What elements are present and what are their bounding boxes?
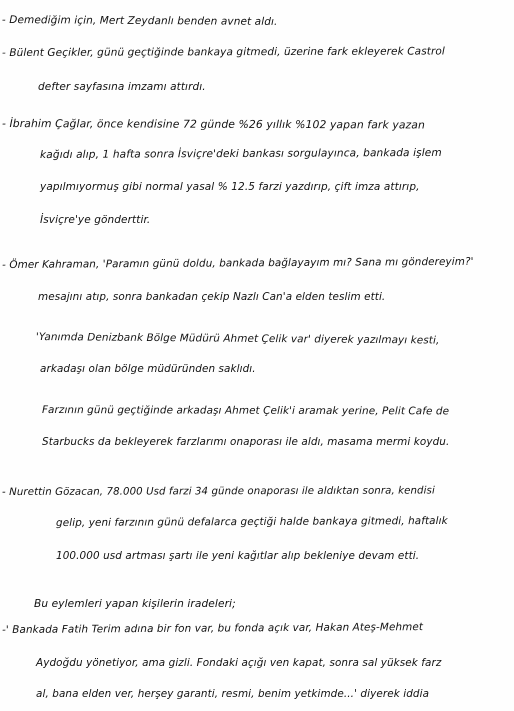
text-line: -' Bankada Fatih Terim adına bir fon var, bu fonda açık var, Hakan Ateş-Mehmet [2, 621, 424, 636]
text-line: Bu eylemleri yapan kişilerin iradeleri; [34, 598, 236, 610]
text-line: kağıdı alıp, 1 hafta sonra İsviçre'deki bankası sorgulayınca, bankada işlem [40, 146, 442, 161]
text-line: yapılmıyormuş gibi normal yasal % 12.5 farzi yazdırıp, çift imza attırıp, [40, 181, 420, 193]
text-line: mesajını atıp, sonra bankadan çekip Nazlı Can'a elden teslim etti. [38, 291, 386, 303]
text-line: al, bana elden ver, herşey garanti, resmi, benim yetkimde...' diyerek iddia [36, 688, 430, 700]
text-line: 100.000 usd artması şartı ile yeni kağıtlar alıp bekleniye devam etti. [56, 550, 420, 562]
text-line: arkadaşı olan bölge müdüründen saklıdı. [40, 363, 256, 375]
text-line: gelip, yeni farzının günü defalarca geçtiği halde bankaya gitmedi, haftalık [56, 514, 448, 529]
text-line: defter sayfasına imzamı attırdı. [38, 81, 206, 93]
text-line: 'Yanımda Denizbank Bölge Müdürü Ahmet Çelik var' diyerek yazılmayı kesti, [35, 331, 440, 347]
text-line: - Demediğim için, Mert Zeydanlı benden avnet aldı. [1, 14, 278, 28]
text-line: - İbrahim Çağlar, önce kendisine 72 günde %26 yıllık %102 yapan fark yazan [1, 117, 426, 132]
text-line: - Ömer Kahraman, 'Paramın günü doldu, bankada bağlayayım mı? Sana mı göndereyim?' [2, 255, 474, 271]
text-line: - Nurettin Gözacan, 78.000 Usd farzi 34 günde onaporası ile aldıktan sonra, kendisi [2, 485, 435, 498]
text-line: Starbucks da bekleyerek farzlarımı onaporası ile aldı, masama mermi koydu. [42, 436, 450, 448]
text-line: İsviçre'ye gönderttir. [40, 214, 151, 226]
text-line: Aydoğdu yönetiyor, ama gizli. Fondaki açığı ven kapat, sonra sal yüksek farz [36, 657, 442, 669]
text-line: - Bülent Geçikler, günü geçtiğinde bankaya gitmedi, üzerine fark ekleyerek Castrol [2, 45, 445, 59]
text-line: Farzının günü geçtiğinde arkadaşı Ahmet Çelik'i aramak yerine, Pelit Cafe de [41, 404, 450, 418]
